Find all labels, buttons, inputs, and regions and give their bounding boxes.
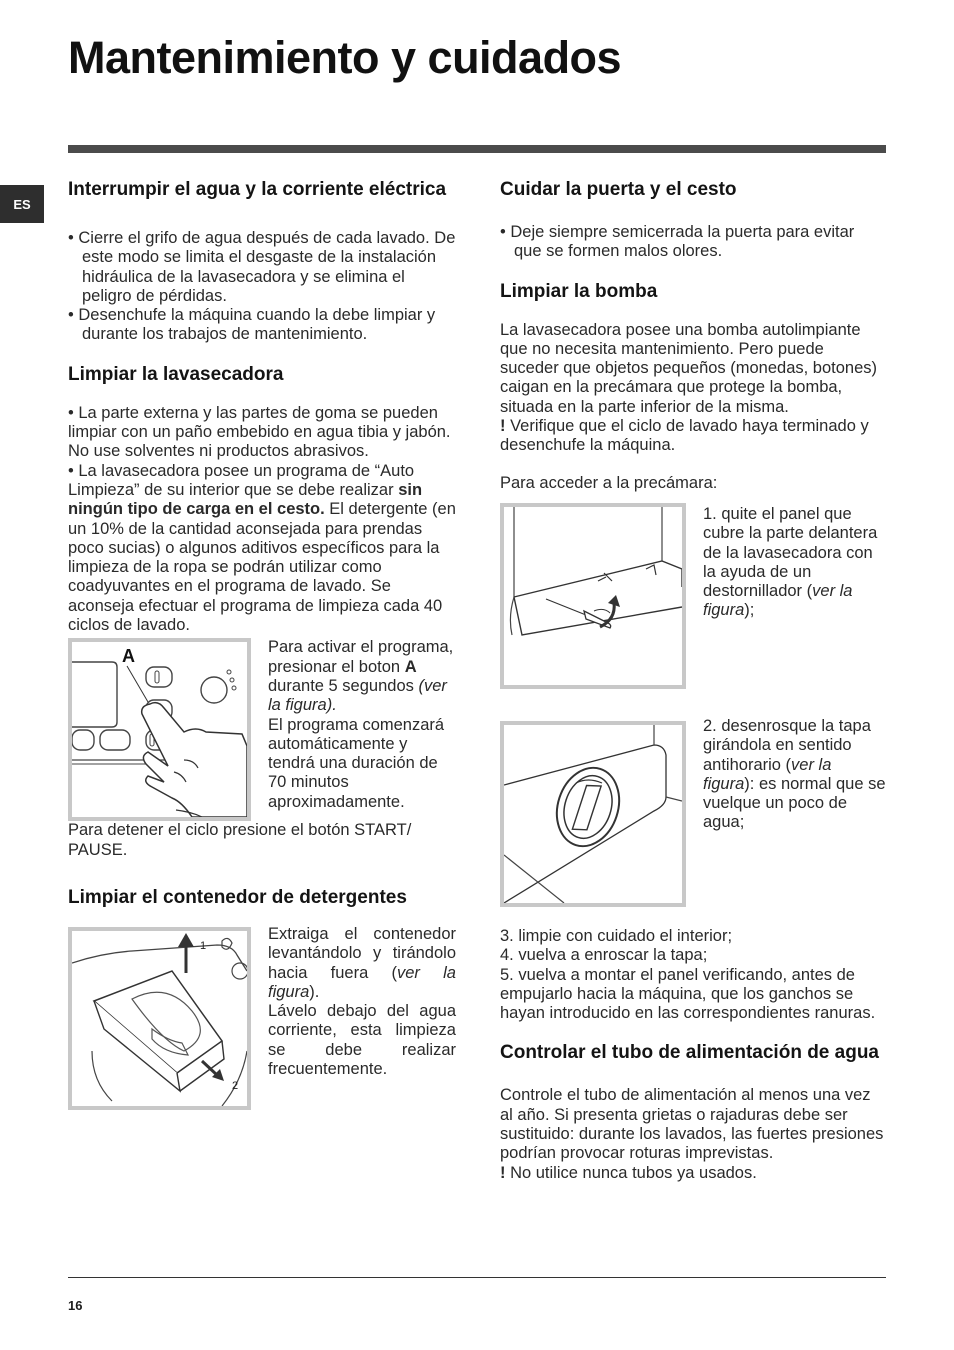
page-number: 16	[68, 1298, 83, 1313]
paragraph-exterior: • La parte externa y las partes de goma se pueden limpiar con un paño embebido en agua tibia y jabón. No use solventes ni productos abrasivos.	[68, 403, 451, 461]
figure-control-panel	[68, 638, 251, 821]
paragraph-detener-ciclo: Para detener el ciclo presione el botón START/ PAUSE.	[68, 821, 412, 859]
figure-detergent-drawer	[68, 927, 251, 1110]
language-tab: ES	[0, 185, 44, 223]
warning-desenchufe: ! Verifique que el ciclo de lavado haya terminado y desenchufe la máquina.	[500, 417, 869, 455]
list-item: • Desenchufe la máquina cuando la debe limpiar y durante los trabajos de mantenimiento.	[68, 306, 436, 344]
right-column	[500, 180, 886, 1183]
remove-panel-illustration	[504, 507, 682, 685]
unscrew-cap-illustration	[504, 725, 682, 903]
heading-controlar-tubo: Controlar el tubo de alimentación de agua	[500, 1042, 879, 1064]
paragraph-acceder: Para acceder a la precámara:	[500, 473, 718, 492]
left-column	[68, 180, 456, 1110]
figure-caption-panel: 1. quite el panel que cubre la parte delantera de la lavasecadora con la ayuda de un destornillador (ver la figura);	[703, 504, 878, 620]
step-5: 5. vuelva a montar el panel verificando, antes de empujarlo hacia la máquina, que los ganchos se hayan introducido en las correspondientes ranuras.	[500, 965, 876, 1023]
footer-rule	[68, 1277, 886, 1278]
figure-caption-contenedor: Extraiga el contenedor levantándolo y tirándolo hacia fuera (ver la figura). Lávelo debajo del agua corriente, esta limpieza se debe realizar frecuentemente.	[268, 924, 456, 1079]
figure-row-boton-a	[68, 638, 456, 821]
heading-limpiar-lavasecadora: Limpiar la lavasecadora	[68, 363, 284, 385]
detergent-drawer-illustration	[72, 931, 247, 1106]
control-panel-illustration	[72, 642, 247, 817]
figure-row-tapa	[500, 716, 886, 907]
paragraph-bomba: La lavasecadora posee una bomba autolimpiante que no necesita mantenimiento. Pero puede suceder que objetos pequeños (monedas, botones) caigan en la precámara que protege la bomba, situada en la parte inferior de la misma.	[500, 320, 878, 416]
figure-label-a: A	[122, 646, 135, 667]
list-item: • Deje siempre semicerrada la puerta para evitar que se formen malos olores.	[500, 223, 855, 261]
figure-number-2: 2	[232, 1079, 239, 1092]
heading-limpiar-contenedor: Limpiar el contenedor de detergentes	[68, 886, 407, 908]
step-4: 4. vuelva a enroscar la tapa;	[500, 946, 708, 965]
heading-cuidar-puerta: Cuidar la puerta y el cesto	[500, 179, 737, 200]
heading-limpiar-bomba: Limpiar la bomba	[500, 280, 658, 302]
page-title: Mantenimiento y cuidados	[68, 32, 622, 83]
warning-tubos-usados: ! No utilice nunca tubos ya usados.	[500, 1163, 757, 1182]
list-item: • Cierre el grifo de agua después de cada lavado. De este modo se limita el desgaste de la instalación hidráulica de la lavasecadora y se elimina el peligro de pérdidas.	[68, 229, 456, 305]
figure-remove-panel	[500, 503, 686, 689]
figure-number-1: 1	[200, 939, 207, 952]
figure-caption-tapa: 2. desenrosque la tapa girándola en sentido antihorario (ver la figura): es normal que se vuelque un poco de agua;	[703, 716, 886, 832]
figure-unscrew-cap	[500, 721, 686, 907]
figure-caption-boton-a: Para activar el programa, presionar el boton A durante 5 segundos (ver la figura). El programa comenzará automáticamente y tendrá una duración de 70 minutos aproximadamente.	[268, 638, 454, 811]
figure-row-contenedor	[68, 924, 456, 1110]
title-rule	[68, 145, 886, 153]
paragraph-tubo: Controle el tubo de alimentación al menos una vez al año. Si presenta grietas o rajaduras debe ser sustituido: durante los lavados, las fuertes presiones podrían provocar roturas imprevistas.	[500, 1086, 884, 1163]
heading-interrumpir: Interrumpir el agua y la corriente eléctrica	[68, 179, 447, 200]
paragraph-auto-limpieza: • La lavasecadora posee un programa de “Auto Limpieza” de su interior que se debe realizar sin ningún tipo de carga en el cesto. El detergente (en un 10% de la cantidad aconsejada para prendas poco sucias) o algunos aditivos específicos para la limpieza de la ropa se podrán utilizar como coadyuvantes en el programa de lavado. Se aconseja efectuar el programa de limpieza cada 40 ciclos de lavado.	[68, 461, 456, 635]
bullet-list-interrumpir	[68, 229, 456, 345]
figure-row-panel	[500, 503, 886, 689]
step-3: 3. limpie con cuidado el interior;	[500, 926, 733, 945]
